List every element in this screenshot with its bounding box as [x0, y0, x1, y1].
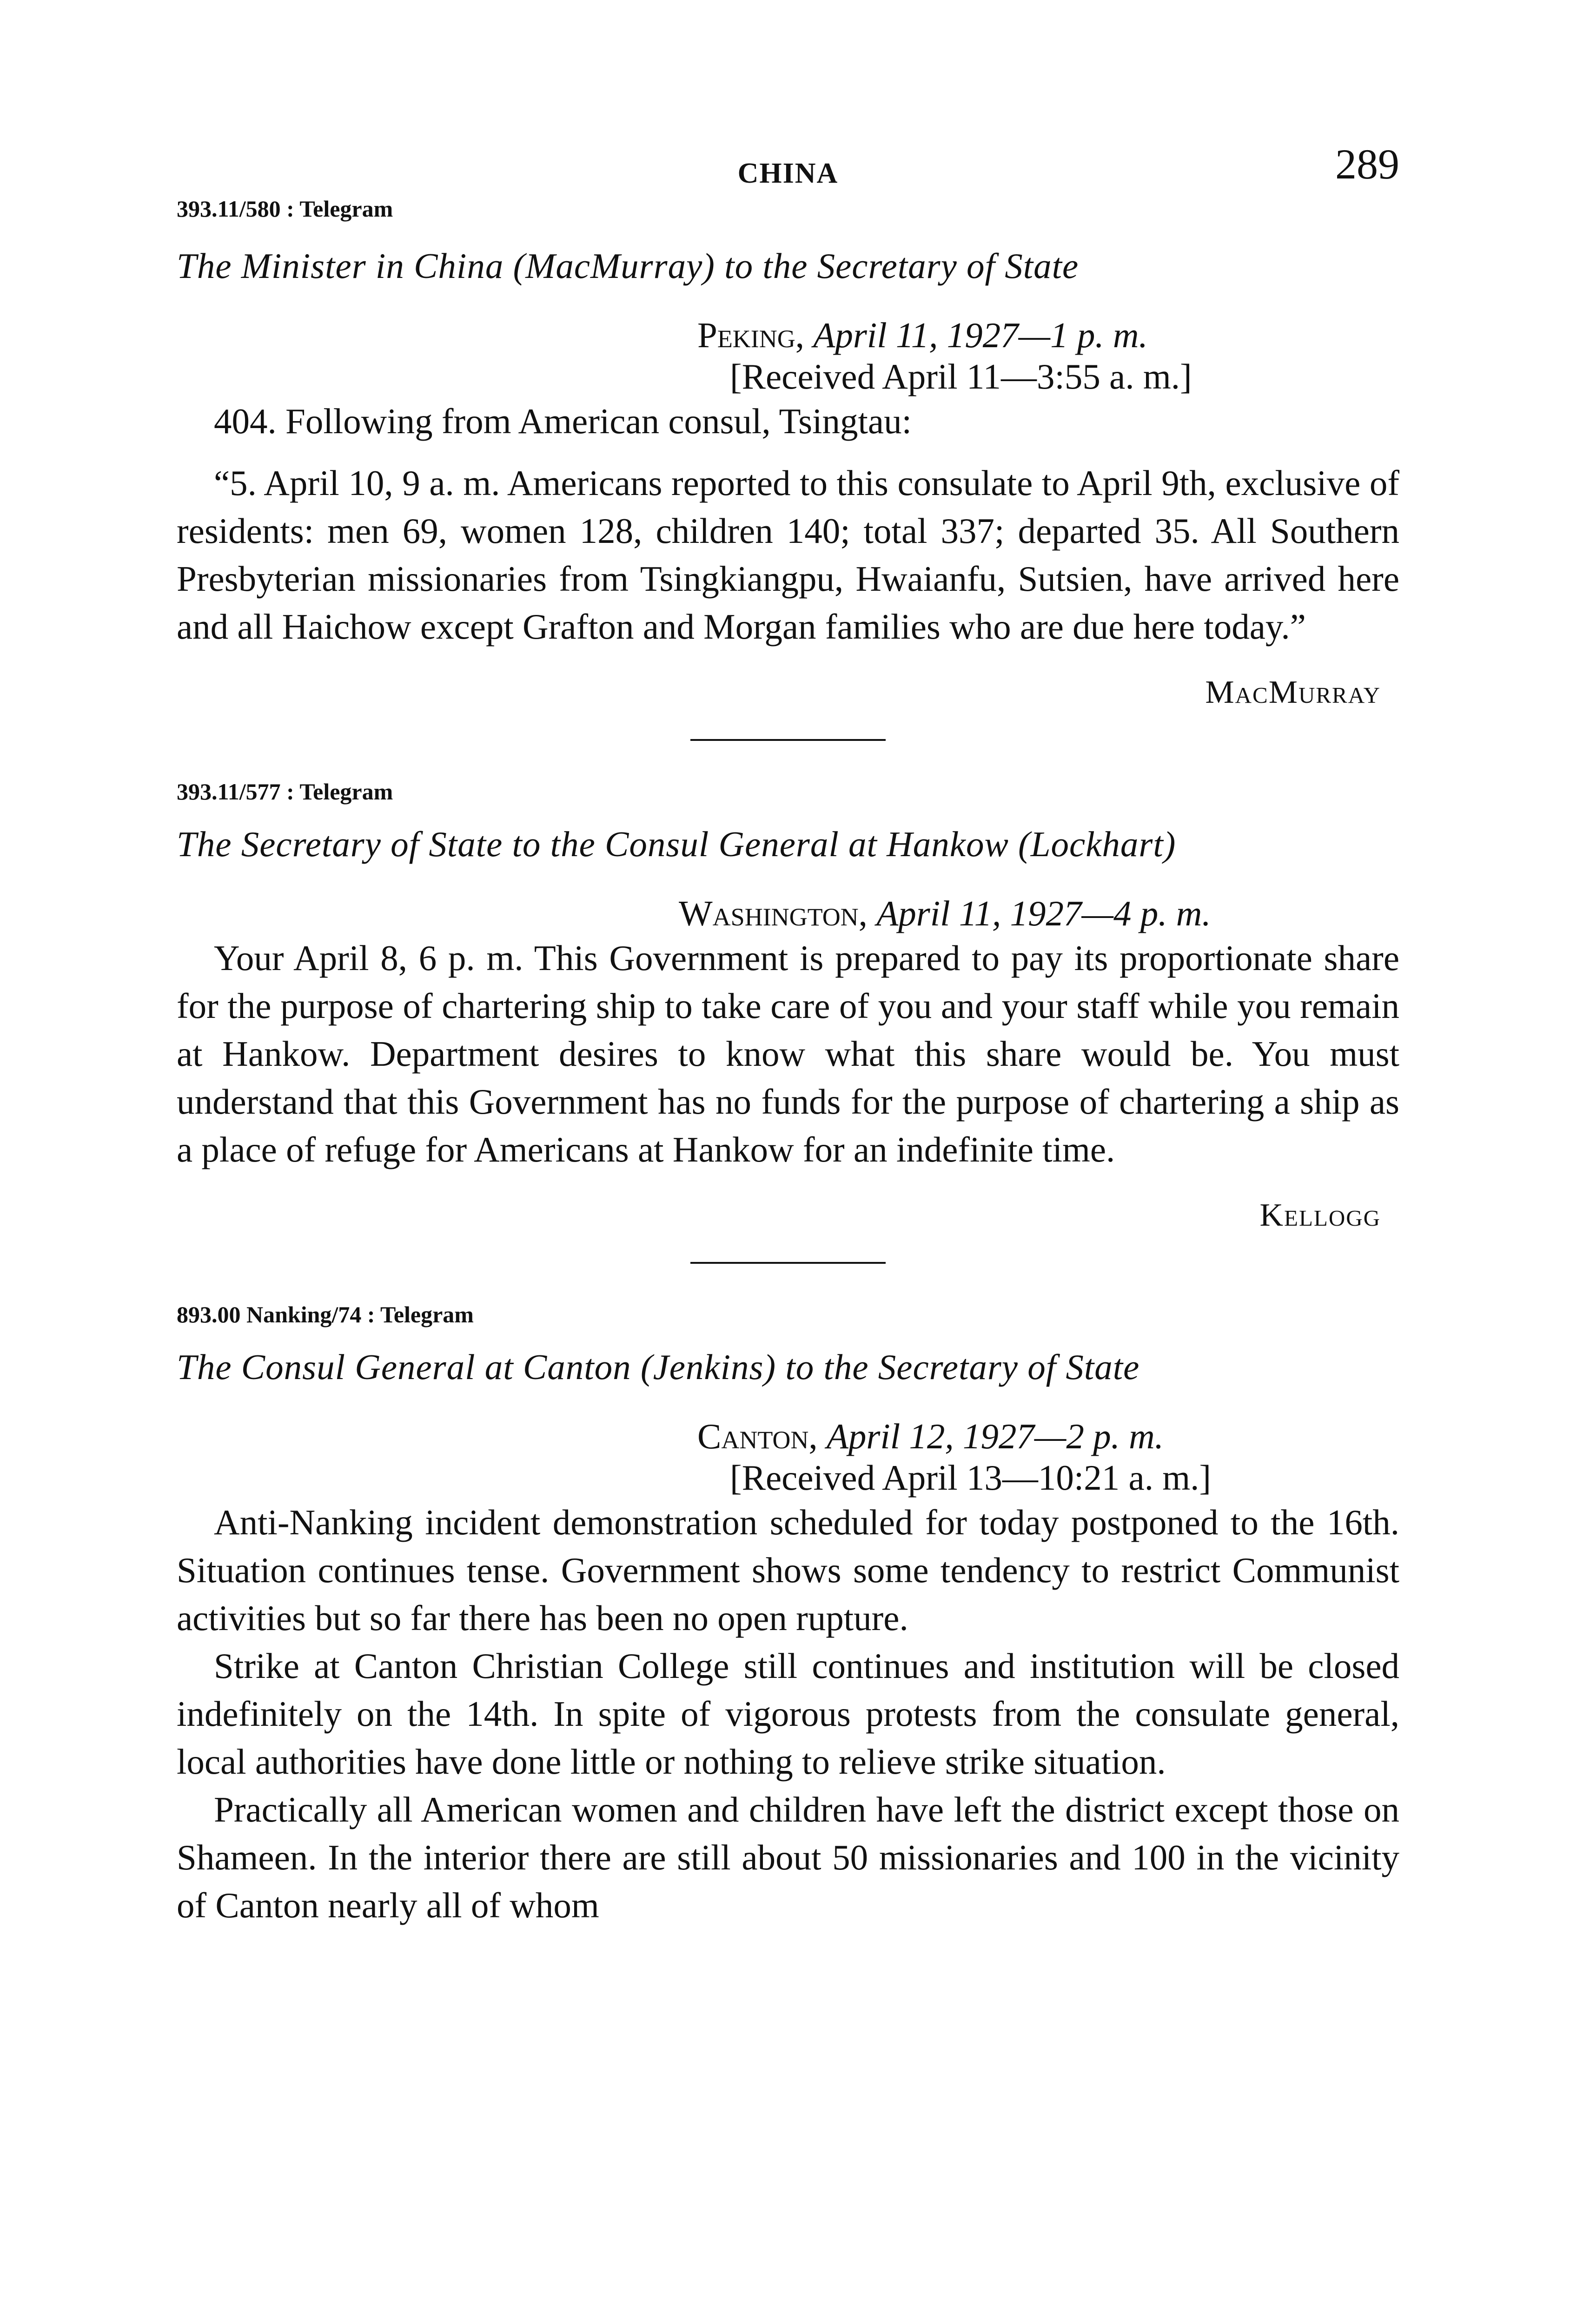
signature: Kellogg — [1259, 1197, 1381, 1233]
received-note: [Received April 13—10:21 a. m.] — [730, 1458, 1211, 1498]
dateline-place: Canton, — [697, 1416, 818, 1456]
dateline-date: April 11, 1927—4 p. m. — [876, 893, 1211, 933]
dateline-date: April 12, 1927—2 p. m. — [826, 1416, 1164, 1456]
file-reference: 393.11/577 : Telegram — [177, 779, 393, 805]
page-number: 289 — [1335, 140, 1399, 188]
file-reference: 393.11/580 : Telegram — [177, 196, 393, 222]
telegram-section-1 — [177, 195, 1399, 711]
paragraph: Strike at Canton Christian College still continues and institution will be closed indefinitely on the 14th. In spite of vigorous protests from the consulate general, local authorities have done little or nothing to relieve strike situation. — [177, 1646, 1399, 1782]
document-page — [177, 0, 1399, 1929]
dateline-place: Peking, — [697, 315, 805, 355]
telegram-section-3 — [177, 1301, 1399, 1929]
dateline — [177, 315, 1399, 356]
paragraph: 404. Following from American consul, Tsingtau: — [214, 401, 912, 441]
telegram-heading: The Secretary of State to the Consul General at Hankow (Lockhart) — [177, 824, 1176, 864]
file-reference: 893.00 Nanking/74 : Telegram — [177, 1301, 474, 1327]
paragraph: “5. April 10, 9 a. m. Americans reported to this consulate to April 9th, exclusive of residents: men 69, women 128, children 140; total 337; departed 35. All Southern Presbyterian missionaries from Tsingkiangpu, Hwaianfu, Sutsien, have arrived here and all Haichow except Grafton and Morgan families who are due here today.” — [177, 463, 1399, 647]
dateline — [177, 893, 1399, 934]
running-title: CHINA — [737, 158, 839, 189]
paragraph: Your April 8, 6 p. m. This Government is prepared to pay its proportionate share for the purpose of chartering ship to take care of you and your staff while you remain at Hankow. Department desires to know what this share would be. You must understand that this Government has no funds for the purpose of chartering a ship as a place of refuge for Americans at Hankow for an indefinite time. — [177, 938, 1399, 1169]
section-divider — [690, 1262, 886, 1264]
dateline-date: April 11, 1927—1 p. m. — [813, 315, 1148, 355]
dateline — [177, 1416, 1399, 1457]
running-header — [177, 0, 1399, 195]
signature: MacMurray — [1205, 674, 1381, 710]
paragraph: Anti-Nanking incident demonstration scheduled for today postponed to the 16th. Situation continues tense. Government shows some tendency to restrict Communist activities but so far there has been no open rupture. — [177, 1502, 1399, 1638]
received-note: [Received April 11—3:55 a. m.] — [730, 357, 1192, 396]
telegram-section-2 — [177, 778, 1399, 1234]
paragraph: Practically all American women and children have left the district except those on Shameen. In the interior there are still about 50 missionaries and 100 in the vicinity of Canton nearly all of whom — [177, 1789, 1399, 1925]
telegram-heading: The Minister in China (MacMurray) to the Secretary of State — [177, 246, 1079, 286]
section-divider — [690, 739, 886, 741]
telegram-heading: The Consul General at Canton (Jenkins) to the Secretary of State — [177, 1347, 1140, 1387]
dateline-place: Washington, — [679, 893, 868, 933]
